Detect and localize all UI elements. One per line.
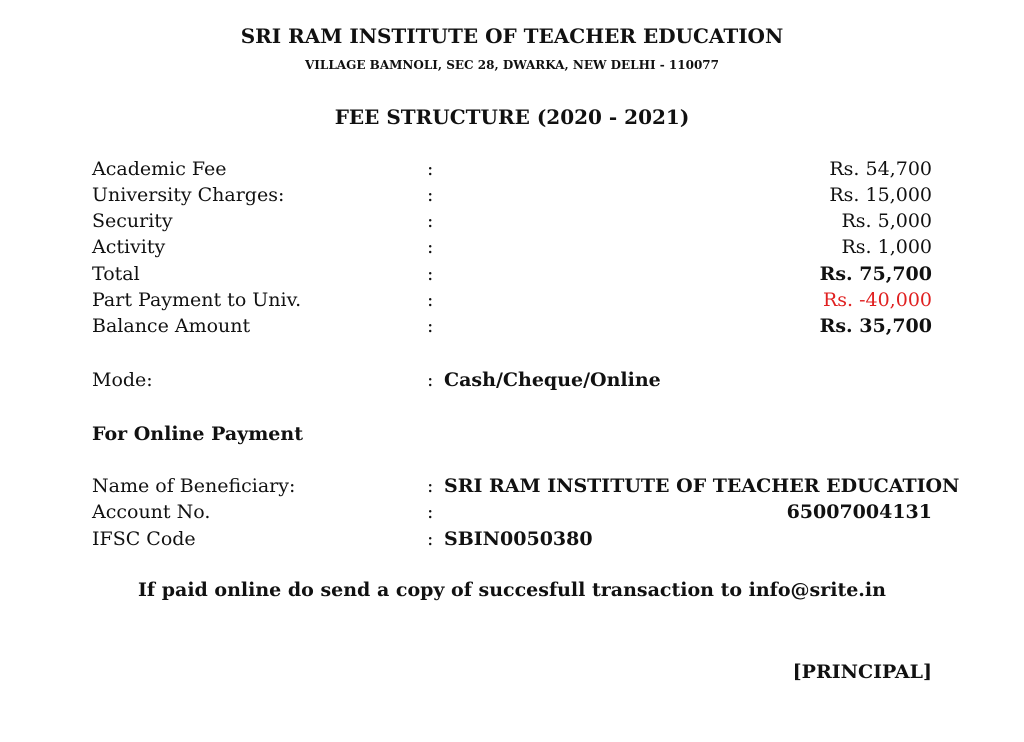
fee-label: Security bbox=[92, 210, 173, 232]
fee-row-university-charges bbox=[92, 182, 932, 208]
ifsc-code-value: SBIN0050380 bbox=[444, 528, 593, 550]
fee-separator: : bbox=[427, 236, 434, 258]
beneficiary-separator: : bbox=[427, 475, 434, 497]
payment-mode-separator: : bbox=[427, 369, 434, 391]
ifsc-code-label: IFSC Code bbox=[92, 528, 196, 550]
fee-balance-amount: Rs. 35,700 bbox=[819, 315, 932, 337]
fee-separator: : bbox=[427, 158, 434, 180]
fee-label: Balance Amount bbox=[92, 315, 251, 337]
fee-amount: Rs. 1,000 bbox=[841, 236, 932, 258]
online-payment-notice: If paid online do send a copy of succesfull transaction to info@srite.in bbox=[138, 579, 886, 601]
fee-row-security bbox=[92, 208, 932, 234]
fee-row-activity bbox=[92, 234, 932, 260]
fee-label: Activity bbox=[92, 236, 166, 258]
fee-separator: : bbox=[427, 263, 434, 285]
fee-label: Part Payment to Univ. bbox=[92, 289, 302, 311]
fee-amount: Rs. 54,700 bbox=[829, 158, 932, 180]
account-number-value: 65007004131 bbox=[786, 501, 932, 523]
institute-address: VILLAGE BAMNOLI, SEC 28, DWARKA, NEW DELHI - 110077 bbox=[305, 58, 719, 72]
fee-amount: Rs. 15,000 bbox=[829, 184, 932, 206]
fee-amount: Rs. 5,000 bbox=[841, 210, 932, 232]
account-number-separator: : bbox=[427, 501, 434, 523]
fee-label: University Charges: bbox=[92, 184, 285, 206]
beneficiary-label: Name of Beneficiary: bbox=[92, 475, 296, 497]
payment-mode-row bbox=[92, 367, 932, 393]
fee-row-total bbox=[92, 261, 932, 287]
fee-separator: : bbox=[427, 184, 434, 206]
fee-row-balance bbox=[92, 313, 932, 339]
fee-separator: : bbox=[427, 210, 434, 232]
fee-separator: : bbox=[427, 289, 434, 311]
beneficiary-value: SRI RAM INSTITUTE OF TEACHER EDUCATION bbox=[444, 475, 960, 497]
fee-row-part-payment bbox=[92, 287, 932, 313]
fee-structure-heading: FEE STRUCTURE (2020 - 2021) bbox=[334, 105, 690, 129]
ifsc-code-row bbox=[92, 526, 932, 552]
institute-title: SRI RAM INSTITUTE OF TEACHER EDUCATION bbox=[240, 24, 784, 48]
fee-separator: : bbox=[427, 315, 434, 337]
fee-label: Total bbox=[92, 263, 140, 285]
payment-mode-label: Mode: bbox=[92, 369, 153, 391]
fee-row-academic-fee bbox=[92, 156, 932, 182]
account-number-row bbox=[92, 499, 932, 525]
principal-signature: [PRINCIPAL] bbox=[792, 661, 932, 683]
fee-part-payment-amount: Rs. -40,000 bbox=[822, 289, 932, 311]
beneficiary-row bbox=[92, 473, 960, 499]
fee-total-amount: Rs. 75,700 bbox=[819, 263, 932, 285]
fee-label: Academic Fee bbox=[92, 158, 227, 180]
payment-mode-value: Cash/Cheque/Online bbox=[444, 369, 661, 391]
online-payment-heading: For Online Payment bbox=[92, 423, 303, 445]
ifsc-code-separator: : bbox=[427, 528, 434, 550]
account-number-label: Account No. bbox=[92, 501, 211, 523]
